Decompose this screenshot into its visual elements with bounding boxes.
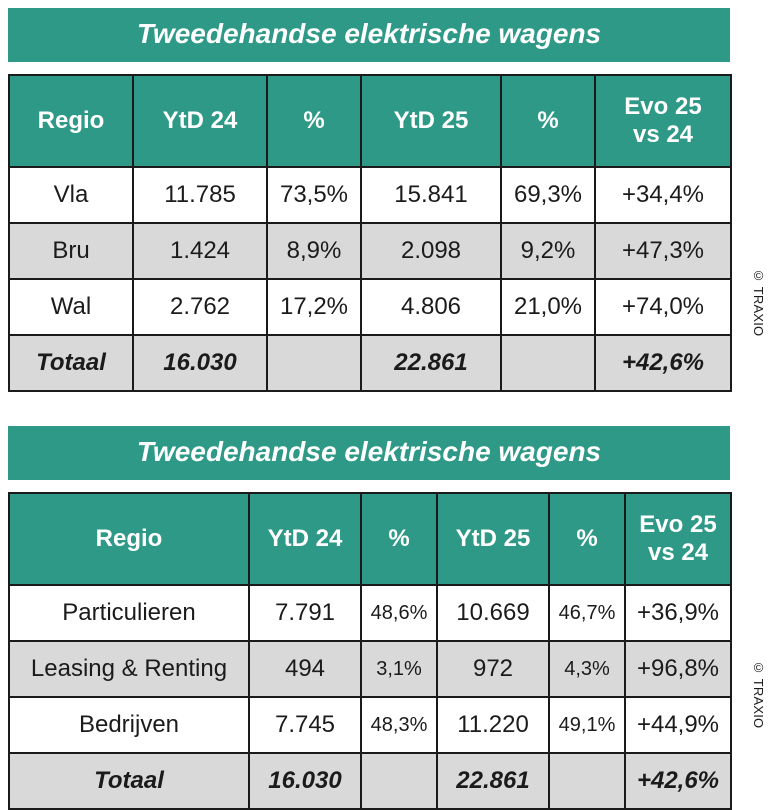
table-row: [9, 585, 731, 641]
cell-ytd24: 7.745: [249, 697, 361, 753]
cell-pct25: 21,0%: [501, 279, 595, 335]
row-label: Bru: [9, 223, 133, 279]
cell-ytd25: 10.669: [437, 585, 549, 641]
cell-evo: +36,9%: [625, 585, 731, 641]
cell-ytd24: 1.424: [133, 223, 267, 279]
column-header-evo-line1: Evo 25: [639, 511, 717, 539]
column-header-pct24: %: [267, 75, 361, 167]
cell-pct25: 49,1%: [549, 697, 625, 753]
cell-evo: +44,9%: [625, 697, 731, 753]
segments-table: [8, 492, 732, 810]
column-header-ytd25: YtD 25: [361, 75, 501, 167]
cell-evo: +96,8%: [625, 641, 731, 697]
total-label: Totaal: [9, 753, 249, 809]
column-header-pct25: %: [501, 75, 595, 167]
total-pct24: [267, 335, 361, 391]
column-header-pct24: %: [361, 493, 437, 585]
cell-pct25: 46,7%: [549, 585, 625, 641]
row-label: Bedrijven: [9, 697, 249, 753]
column-header-ytd24: YtD 24: [133, 75, 267, 167]
row-label: Vla: [9, 167, 133, 223]
block-title: Tweedehandse elektrische wagens: [8, 426, 730, 480]
row-label: Leasing & Renting: [9, 641, 249, 697]
column-header-evo: [595, 75, 731, 167]
table-total-row: [9, 753, 731, 809]
cell-ytd25: 4.806: [361, 279, 501, 335]
table-row: [9, 279, 731, 335]
cell-pct24: 8,9%: [267, 223, 361, 279]
cell-ytd25: 2.098: [361, 223, 501, 279]
cell-pct25: 9,2%: [501, 223, 595, 279]
row-label: Particulieren: [9, 585, 249, 641]
cell-evo: +47,3%: [595, 223, 731, 279]
table-row: [9, 697, 731, 753]
cell-ytd24: 11.785: [133, 167, 267, 223]
cell-pct24: 17,2%: [267, 279, 361, 335]
cell-pct25: 4,3%: [549, 641, 625, 697]
cell-pct24: 73,5%: [267, 167, 361, 223]
table-header-row: [9, 493, 731, 585]
cell-pct24: 48,3%: [361, 697, 437, 753]
regions-table: [8, 74, 732, 392]
cell-ytd25: 972: [437, 641, 549, 697]
row-label: Wal: [9, 279, 133, 335]
total-pct25: [501, 335, 595, 391]
total-pct24: [361, 753, 437, 809]
column-header-evo-line2: vs 24: [632, 121, 694, 148]
table-block-segments: [8, 426, 760, 810]
copyright-credit: © TRAXIO: [751, 268, 766, 337]
block-title: Tweedehandse elektrische wagens: [8, 8, 730, 62]
cell-ytd25: 11.220: [437, 697, 549, 753]
cell-pct24: 48,6%: [361, 585, 437, 641]
cell-ytd24: 7.791: [249, 585, 361, 641]
column-header-ytd25: YtD 25: [437, 493, 549, 585]
total-ytd25: 22.861: [361, 335, 501, 391]
cell-ytd24: 494: [249, 641, 361, 697]
cell-ytd25: 15.841: [361, 167, 501, 223]
cell-evo: +34,4%: [595, 167, 731, 223]
table-row: [9, 641, 731, 697]
total-ytd24: 16.030: [133, 335, 267, 391]
table-header-row: [9, 75, 731, 167]
cell-pct25: 69,3%: [501, 167, 595, 223]
total-ytd25: 22.861: [437, 753, 549, 809]
column-header-evo: [625, 493, 731, 585]
total-evo: +42,6%: [595, 335, 731, 391]
column-header-regio: Regio: [9, 493, 249, 585]
cell-pct24: 3,1%: [361, 641, 437, 697]
total-evo: +42,6%: [625, 753, 731, 809]
table-block-regions: [8, 8, 760, 392]
column-header-regio: Regio: [9, 75, 133, 167]
table-total-row: [9, 335, 731, 391]
column-header-evo-line1: Evo 25: [624, 93, 702, 121]
total-ytd24: 16.030: [249, 753, 361, 809]
copyright-credit: © TRAXIO: [751, 660, 766, 729]
column-header-pct25: %: [549, 493, 625, 585]
total-label: Totaal: [9, 335, 133, 391]
table-row: [9, 223, 731, 279]
cell-ytd24: 2.762: [133, 279, 267, 335]
total-pct25: [549, 753, 625, 809]
table-row: [9, 167, 731, 223]
column-header-evo-line2: vs 24: [647, 539, 709, 566]
column-header-ytd24: YtD 24: [249, 493, 361, 585]
cell-evo: +74,0%: [595, 279, 731, 335]
